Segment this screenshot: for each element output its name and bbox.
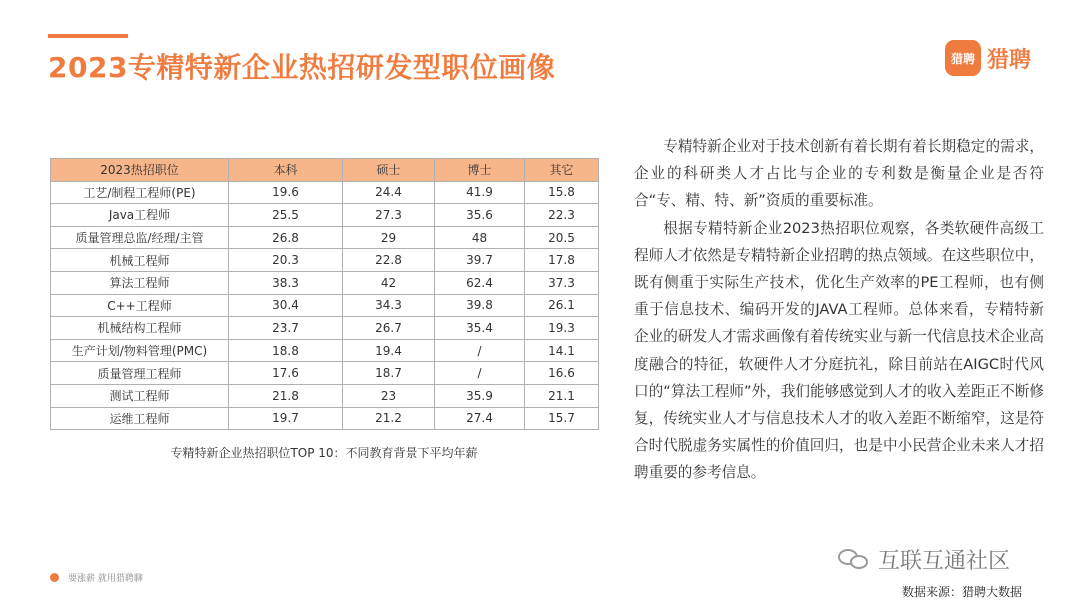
salary-cell: 34.3 — [343, 294, 435, 317]
position-cell: 生产计划/物料管理(PMC) — [51, 339, 229, 362]
table-caption: 专精特新企业热招职位TOP 10：不同教育背景下平均年薪 — [170, 446, 478, 460]
title-accent-bar — [48, 34, 128, 38]
salary-cell: 30.4 — [229, 294, 343, 317]
table-row — [51, 317, 599, 340]
salary-cell: 17.6 — [229, 362, 343, 385]
position-cell: 测试工程师 — [51, 384, 229, 407]
position-cell: 工艺/制程工程师(PE) — [51, 181, 229, 204]
table-row — [51, 407, 599, 430]
logo-text: 猎聘 — [987, 47, 1032, 73]
salary-cell: 15.8 — [525, 181, 599, 204]
header-phd: 博士 — [435, 159, 525, 182]
table-row — [51, 339, 599, 362]
table-row — [51, 181, 599, 204]
position-cell: 质量管理工程师 — [51, 362, 229, 385]
logo-badge-icon: 猎聘 — [945, 40, 981, 76]
salary-cell: 35.6 — [435, 204, 525, 227]
position-cell: 机械工程师 — [51, 249, 229, 272]
salary-cell: 18.7 — [343, 362, 435, 385]
table-row — [51, 294, 599, 317]
salary-cell: 41.9 — [435, 181, 525, 204]
salary-cell: 23.7 — [229, 317, 343, 340]
footer-slogan: 要涨薪 就用猎聘聊 — [68, 574, 143, 584]
salary-cell: 14.1 — [525, 339, 599, 362]
salary-table-container — [50, 158, 598, 430]
salary-cell: 27.4 — [435, 407, 525, 430]
body-paragraph-1: 专精特新企业对于技术创新有着长期有着长期稳定的需求，企业的科研类人才占比与企业的专利数是衡量企业是否符合“专、精、特、新”资质的重要标准。 — [634, 138, 1044, 210]
table-body — [51, 181, 599, 430]
position-cell: 运维工程师 — [51, 407, 229, 430]
salary-cell: 42 — [343, 271, 435, 294]
salary-cell: 20.3 — [229, 249, 343, 272]
salary-cell: 19.3 — [525, 317, 599, 340]
position-cell: 算法工程师 — [51, 271, 229, 294]
page-title: 2023专精特新企业热招研发型职位画像 — [48, 51, 556, 84]
salary-cell: 25.5 — [229, 204, 343, 227]
salary-cell: 29 — [343, 226, 435, 249]
salary-cell: 35.4 — [435, 317, 525, 340]
table-row — [51, 384, 599, 407]
liepin-logo — [945, 40, 1031, 76]
header-other: 其它 — [525, 159, 599, 182]
salary-cell: 19.4 — [343, 339, 435, 362]
salary-cell: 39.7 — [435, 249, 525, 272]
salary-cell: 17.8 — [525, 249, 599, 272]
salary-cell: 15.7 — [525, 407, 599, 430]
salary-cell: / — [435, 362, 525, 385]
table-row — [51, 226, 599, 249]
table-row — [51, 249, 599, 272]
salary-cell: 22.8 — [343, 249, 435, 272]
salary-cell: 21.8 — [229, 384, 343, 407]
salary-cell: 39.8 — [435, 294, 525, 317]
watermark — [838, 544, 1010, 575]
salary-cell: 19.7 — [229, 407, 343, 430]
salary-table — [50, 158, 599, 430]
salary-cell: / — [435, 339, 525, 362]
salary-cell: 21.1 — [525, 384, 599, 407]
position-cell: C++工程师 — [51, 294, 229, 317]
salary-cell: 18.8 — [229, 339, 343, 362]
salary-cell: 16.6 — [525, 362, 599, 385]
table-row — [51, 362, 599, 385]
body-paragraph-2: 根据专精特新企业2023热招职位观察，各类软硬件高级工程师人才依然是专精特新企业招聘的热点领域。在这些职位中，既有侧重于实际生产技术，优化生产效率的PE工程师，也有侧重于信息技术、编码开发的JAVA工程师。总体来看，专精特新企业的研发人才需求画像有着传统实业与新一代信息技术企业高度融合的特征，软硬件人才分庭抗礼，除目前站在AIGC时代风口的“算法工程师”外，我们能够感觉到人才的收入差距正不断修复，传统实业人才与信息技术人才的收入差距不断缩窄，这是符合时代脱虚务实属性的价值回归，也是中小民营企业未来人才招聘重要的参考信息。 — [634, 219, 1044, 482]
body-text — [634, 133, 1044, 487]
salary-cell: 38.3 — [229, 271, 343, 294]
position-cell: 质量管理总监/经理/主管 — [51, 226, 229, 249]
salary-cell: 19.6 — [229, 181, 343, 204]
watermark-text: 互联互通社区 — [878, 549, 1011, 574]
salary-cell: 26.8 — [229, 226, 343, 249]
wechat-bubble-icon — [838, 547, 872, 573]
salary-cell: 26.1 — [525, 294, 599, 317]
salary-cell: 26.7 — [343, 317, 435, 340]
salary-cell: 22.3 — [525, 204, 599, 227]
position-cell: 机械结构工程师 — [51, 317, 229, 340]
table-row — [51, 271, 599, 294]
salary-cell: 20.5 — [525, 226, 599, 249]
header-master: 硕士 — [343, 159, 435, 182]
table-header-row — [51, 159, 599, 182]
header-bachelor: 本科 — [229, 159, 343, 182]
footer-dot-icon — [50, 573, 59, 582]
salary-cell: 27.3 — [343, 204, 435, 227]
header-position: 2023热招职位 — [51, 159, 229, 182]
salary-cell: 21.2 — [343, 407, 435, 430]
table-row — [51, 204, 599, 227]
salary-cell: 37.3 — [525, 271, 599, 294]
salary-cell: 35.9 — [435, 384, 525, 407]
salary-cell: 62.4 — [435, 271, 525, 294]
salary-cell: 23 — [343, 384, 435, 407]
salary-cell: 48 — [435, 226, 525, 249]
data-source: 数据来源：猎聘大数据 — [902, 585, 1023, 599]
position-cell: Java工程师 — [51, 204, 229, 227]
salary-cell: 24.4 — [343, 181, 435, 204]
